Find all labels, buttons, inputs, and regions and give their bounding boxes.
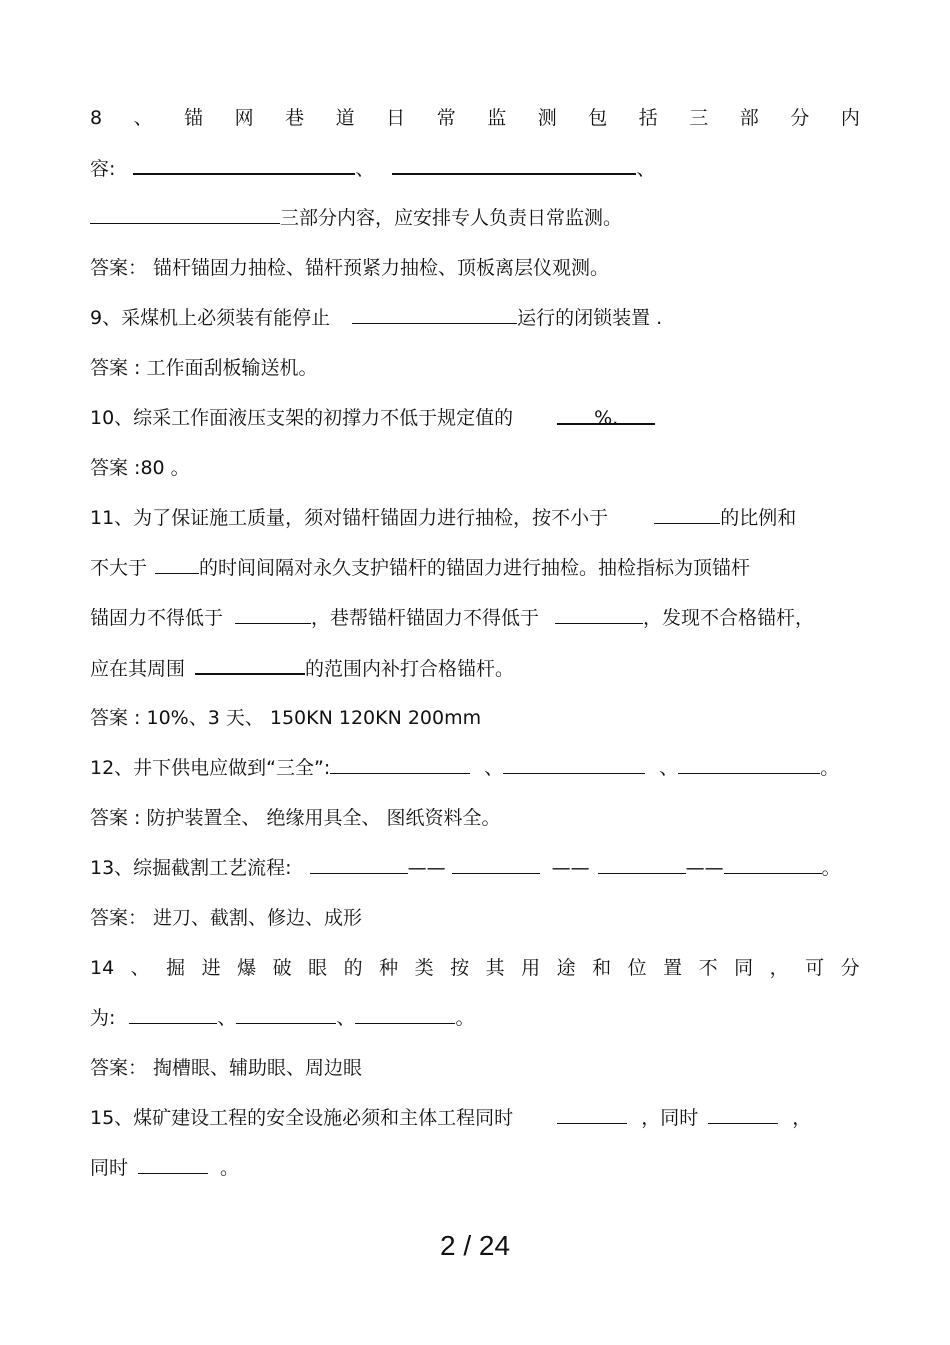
q13-blank-1 <box>310 855 408 874</box>
q14-sep-1: 、 <box>217 1007 237 1029</box>
q12-answer: 答案 : 防护装置全、 绝缘用具全、 图纸资料全。 <box>90 807 501 829</box>
q15-blank-3 <box>138 1155 208 1174</box>
q14-line1-char: 破 <box>272 957 292 979</box>
q11-blank-4 <box>555 605 643 624</box>
q15-blank-1 <box>557 1105 627 1124</box>
q15-mid: ，同时 <box>641 1107 699 1129</box>
q8-line2-prefix: 容: <box>90 158 116 180</box>
q11-l3-mid: ，巷帮锚杆锚固力不得低于 <box>311 607 540 629</box>
page-number: 2 / 24 <box>439 1230 511 1261</box>
q12-question <box>90 755 860 781</box>
q11-l4-prefix: 应在其周围 <box>90 658 186 680</box>
q8-line1-char: 锚 <box>184 107 204 129</box>
q12-prefix: 12、井下供电应做到“三全”: <box>90 757 331 779</box>
q13-end: 。 <box>821 857 841 879</box>
q8-line1-char: 日 <box>386 107 406 129</box>
q13-dash-3: —— <box>685 857 724 879</box>
q14-blank-1 <box>129 1005 217 1024</box>
q10-prefix: 10、综采工作面液压支架的初撑力不低于规定值的 <box>90 407 514 429</box>
q15-blank-2 <box>708 1105 778 1124</box>
q8-line1-char: 分 <box>790 107 810 129</box>
q15-line1 <box>90 1105 860 1131</box>
q8-answer: 答案： 锚杆锚固力抽检、锚杆预紧力抽检、顶板离层仪观测。 <box>90 257 610 279</box>
q12-end: 。 <box>820 757 840 779</box>
q14-line1-char: ， <box>769 957 789 979</box>
q15-prefix: 15、煤矿建设工程的安全设施必须和主体工程同时 <box>90 1107 514 1129</box>
q8-line1-char: 、 <box>133 107 153 129</box>
q12-sep-2: 、 <box>659 757 679 779</box>
q10-answer: 答案 :80 。 <box>90 457 190 479</box>
q13-dash-1: —— <box>407 857 446 879</box>
q14-line1-char: 不 <box>698 957 718 979</box>
q11-blank-1 <box>654 505 720 524</box>
q9-suffix: 运行的闭锁装置 . <box>517 307 663 329</box>
q11-line4 <box>90 655 860 682</box>
q15-l2-prefix: 同时 <box>90 1157 129 1179</box>
q14-l2-prefix: 为: <box>90 1007 116 1029</box>
q8-line1-char: 测 <box>537 107 557 129</box>
q14-blank-2 <box>236 1005 336 1024</box>
q13-dash-2: —— <box>551 857 590 879</box>
q11-line2 <box>90 555 860 581</box>
q11-l2-prefix: 不大于 <box>90 557 148 579</box>
q10-blank <box>557 405 655 429</box>
q14-line1-char: 其 <box>485 957 505 979</box>
q14-line1-char: 眼 <box>308 957 328 979</box>
q14-line1-char: 位 <box>627 957 647 979</box>
q14-line1-char: 用 <box>521 957 541 979</box>
q14-line1-char: 爆 <box>237 957 257 979</box>
q14-line1-char: 和 <box>592 957 612 979</box>
q14-line1-char: 置 <box>663 957 683 979</box>
q14-sep-2: 、 <box>336 1007 356 1029</box>
q9-question <box>90 305 860 331</box>
q8-line1-char: 内 <box>840 107 860 129</box>
q14-line1-char: 种 <box>379 957 399 979</box>
q8-line1-char: 常 <box>436 107 456 129</box>
q8-line1-char: 监 <box>487 107 507 129</box>
q12-blank-3 <box>678 755 820 774</box>
q8-blank-2 <box>392 155 636 175</box>
q8-line1 <box>90 105 860 131</box>
q8-line1-char: 部 <box>739 107 759 129</box>
q11-l3-prefix: 锚固力不得低于 <box>90 607 224 629</box>
q9-prefix: 9、采煤机上必须装有能停止 <box>90 307 331 329</box>
q15-comma: ， <box>792 1107 812 1129</box>
q13-prefix: 13、综掘截割工艺流程: <box>90 857 292 879</box>
q12-blank-2 <box>503 755 645 774</box>
q14-end: 。 <box>455 1007 475 1029</box>
q14-line1-char: 、 <box>130 957 150 979</box>
q14-line1-char: 进 <box>201 957 221 979</box>
q11-l1-suffix: 的比例和 <box>720 507 797 529</box>
q8-line2 <box>90 155 860 182</box>
q10-question <box>90 405 860 431</box>
q14-line1-char: 的 <box>343 957 363 979</box>
q8-line1-char: 巷 <box>285 107 305 129</box>
q13-blank-4 <box>724 855 822 874</box>
q8-line1-char: 8 <box>90 107 103 129</box>
q8-line1-char: 道 <box>335 107 355 129</box>
q11-l3-suffix: ，发现不合格锚杆， <box>643 607 815 629</box>
q11-line3 <box>90 605 860 631</box>
q12-sep-1: 、 <box>484 757 504 779</box>
q14-blank-3 <box>355 1005 455 1024</box>
q11-l2-suffix: 的时间间隔对永久支护锚杆的锚固力进行抽检。抽检指标为顶锚杆 <box>199 557 751 579</box>
q14-line1-char: 同 <box>734 957 754 979</box>
q8-sep-1: 、 <box>355 158 375 180</box>
q14-line2 <box>90 1005 860 1031</box>
q12-blank-1 <box>330 755 470 774</box>
q14-line1 <box>90 955 860 981</box>
q14-line1-char: 可 <box>805 957 825 979</box>
q13-blank-2 <box>452 855 540 874</box>
q11-l1-prefix: 11、为了保证施工质量，须对锚杆锚固力进行抽检，按不小于 <box>90 507 609 529</box>
q14-answer: 答案： 掏槽眼、辅助眼、周边眼 <box>90 1057 363 1079</box>
q11-answer: 答案 : 10%、3 天、 150KN 120KN 200mm <box>90 707 482 729</box>
q8-blank-3 <box>90 205 280 224</box>
q8-line3 <box>90 205 860 231</box>
q14-line1-char: 类 <box>414 957 434 979</box>
q11-l4-suffix: 的范围内补打合格锚杆。 <box>305 658 515 680</box>
q14-line1-char: 14 <box>90 957 115 979</box>
q14-line1-char: 掘 <box>166 957 186 979</box>
q14-line1-char: 按 <box>450 957 470 979</box>
q11-blank-2 <box>155 555 199 574</box>
q10-percent: %. <box>594 407 619 429</box>
q8-line1-char: 网 <box>234 107 254 129</box>
q11-line1 <box>90 505 860 531</box>
q8-blank-1 <box>133 155 355 175</box>
q8-sep-2: 、 <box>636 158 656 180</box>
q11-blank-3 <box>235 605 311 624</box>
q11-blank-5 <box>195 655 305 675</box>
q8-line1-char: 包 <box>588 107 608 129</box>
q9-blank <box>352 305 517 324</box>
q13-answer: 答案： 进刀、截割、修边、成形 <box>90 907 363 929</box>
q15-line2 <box>90 1155 860 1181</box>
q8-line3-text: 三部分内容，应安排专人负责日常监测。 <box>280 207 623 229</box>
q8-line1-char: 括 <box>638 107 658 129</box>
q13-blank-3 <box>598 855 686 874</box>
q15-end: 。 <box>220 1157 240 1179</box>
q8-line1-char: 三 <box>689 107 709 129</box>
q9-answer: 答案 : 工作面刮板输送机。 <box>90 357 318 379</box>
q14-line1-char: 分 <box>840 957 860 979</box>
q13-question <box>90 855 860 881</box>
q14-line1-char: 途 <box>556 957 576 979</box>
